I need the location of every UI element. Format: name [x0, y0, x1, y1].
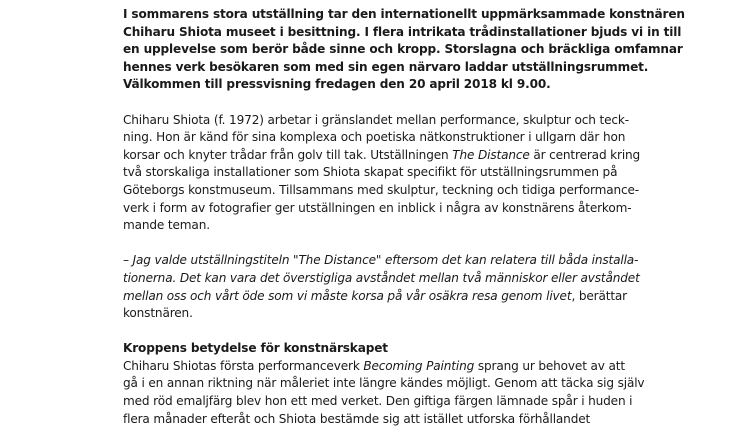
section-line: med röd emaljfärg blev hon ett med verket. Den giftiga färgen lämnade spår i huden i: [123, 394, 633, 409]
section-heading: Kroppens betydelse för konstnärskapet: [123, 341, 388, 356]
intro-line: Välkommen till pressvisning fredagen den 20 april 2018 kl 9.00.: [123, 77, 551, 92]
intro-line: I sommarens stora utställning tar den internationellt uppmärksammade konstnären: [123, 7, 685, 21]
intro-paragraph: [123, 6, 723, 94]
body-text: korsar och knyter trådar från golv till tak. Utställningen: [123, 147, 453, 162]
quote-attribution: , berättar: [571, 288, 627, 303]
body-line: [123, 147, 723, 165]
body-line: mande teman.: [123, 218, 210, 233]
artwork-title: Becoming Painting: [363, 358, 475, 373]
press-release-page: [123, 6, 723, 446]
intro-line: Chiharu Shiota museet i besittning. I flera intrikata trådinstallationer bjuds vi in till: [123, 24, 682, 39]
section-line: flera månader efteråt och Shiota bestämde sig att istället utforska förhållandet: [123, 411, 591, 426]
quote-line: [123, 252, 723, 270]
quote-line: [123, 270, 723, 288]
section-line: gå i en annan riktning när måleriet inte längre kändes möjligt. Genom att täcka sig själv: [123, 376, 645, 391]
quote-paragraph: [123, 252, 723, 322]
body-line: Göteborgs konstmuseum. Tillsammans med skulptur, teckning och tidiga performance-: [123, 182, 639, 197]
quote-line: [123, 288, 723, 306]
intro-line: hennes verk besökaren som med sin egen närvaro laddar utställningsrummet.: [123, 59, 649, 74]
body-paragraph: [123, 112, 723, 235]
quote-text: mellan oss och vårt öde som vi måste korsa på vår osäkra resa genom livet: [123, 288, 572, 303]
body-text: är centrerad kring: [529, 147, 641, 162]
body-line: ning. Hon är känd för sina komplexa och poetiska nätkonstruktioner i ullgarn där hon: [123, 130, 626, 145]
intro-line: en upplevelse som berör både sinne och kropp. Storslagna och bräckliga omfamnar: [123, 42, 683, 57]
quote-text: tionerna. Det kan vara det överstigliga avståndet mellan två människor eller avståndet: [123, 270, 640, 285]
body-line: verk i form av fotografier ger utställningen en inblick i några av konstnärens återkom-: [123, 200, 632, 215]
body-line: två storskaliga installationer som Shiota skapat specifikt för utställningsrummen på: [123, 165, 618, 180]
section-text: Chiharu Shiotas första performanceverk: [123, 358, 364, 373]
section-paragraph: [123, 340, 723, 428]
quote-text: – Jag valde utställningstiteln "The Distance" eftersom det kan relatera till båda installa-: [123, 253, 639, 268]
section-text: sprang ur behovet av att: [474, 358, 625, 373]
quote-line: konstnären.: [123, 306, 193, 321]
body-line: Chiharu Shiota (f. 1972) arbetar i gränslandet mellan performance, skulptur och teck-: [123, 112, 629, 127]
exhibition-title: The Distance: [452, 147, 530, 162]
section-line: [123, 358, 723, 376]
